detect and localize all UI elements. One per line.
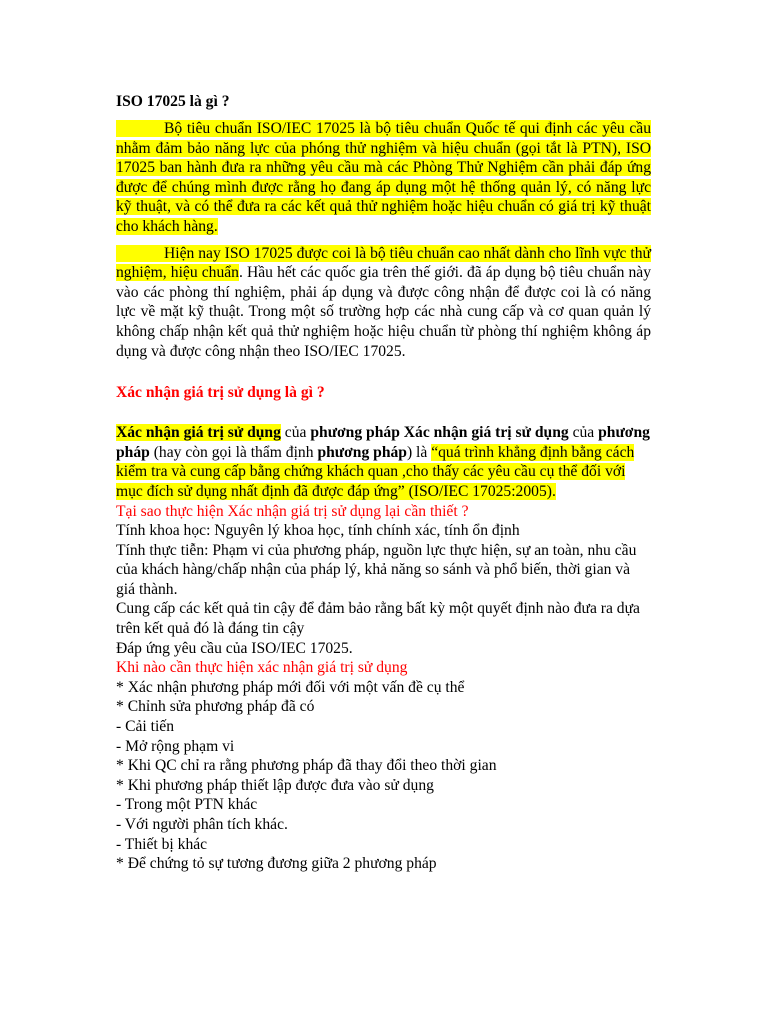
why-line: Đáp ứng yêu cầu của ISO/IEC 17025. [116, 639, 353, 657]
why-line: Cung cấp các kết quả tin cậy để đảm bảo rằng bất kỳ một quyết định nào đưa ra dựa trên kết quả đó là đáng tin cậy [116, 600, 640, 638]
paragraph-iso-status [116, 244, 651, 362]
section-heading-validation: Xác nhận giá trị sử dụng là gì ? [116, 384, 325, 402]
why-heading: Tại sao thực hiện Xác nhận giá trị sử dụng lại cần thiết ? [116, 502, 469, 520]
when-line: - Cải tiến [116, 718, 175, 736]
highlighted-quote: “quá trình khẳng định bằng cách kiểm tra và cung cấp bằng chứng khách quan ,cho thấy các yêu cầu cụ thể đối với mục đích sử dụng nhất định đã được đáp ứng” (ISO/IEC 17025:2005). [116, 443, 635, 500]
bold-text: phương pháp Xác nhận giá trị sử dụng [310, 424, 569, 442]
paragraph-text: . Hầu hết các quốc gia trên thế giới. đã áp dụng bộ tiêu chuẩn này vào các phòng thí nghiệm, phải áp dụng và được công nhận để được coi là có năng lực về mặt kỹ thuật. Trong một số trường hợp các nhà cung cấp và cơ quan quản lý không chấp nhận kết quả thử nghiệm hoặc hiệu chuẩn từ phòng thí nghiệm không áp dụng và được công nhận theo ISO/IEC 17025. [116, 264, 651, 360]
document-title: ISO 17025 là gì ? [116, 93, 230, 110]
text-run: (hay còn gọi là thẩm định [149, 443, 318, 461]
why-line: Tính thực tiễn: Phạm vi của phương pháp, nguồn lực thực hiện, sự an toàn, nhu cầu của khách hàng/chấp nhận của pháp lý, khả năng so sánh và phổ biến, thời gian và giá thành. [116, 541, 637, 598]
why-line: Tính khoa học: Nguyên lý khoa học, tính chính xác, tính ổn định [116, 522, 520, 540]
when-line: * Khi phương pháp thiết lập được đưa vào sử dụng [116, 776, 434, 794]
when-line: - Trong một PTN khác [116, 796, 258, 814]
text-run: của [568, 424, 599, 442]
bold-text: phương pháp [116, 424, 650, 461]
bold-text: phương pháp [317, 443, 407, 461]
document-page [116, 92, 651, 874]
when-line: - Thiết bị khác [116, 835, 208, 853]
when-line: * Chỉnh sửa phương pháp đã có [116, 698, 315, 716]
paragraph-text: Bộ tiêu chuẩn ISO/IEC 17025 là bộ tiêu chuẩn Quốc tế qui định các yêu cầu nhằm đảm bảo năng lực của phóng thử nghiệm và hiệu chuẩn (gọi tắt là PTN), ISO 17025 ban hành đưa ra những yêu cầu mà các Phòng Thử Nghiệm cần phải đáp ứng được để chúng mình được rằng họ đang áp dụng một hệ thống quản lý, có năng lực kỹ thuật, và có thể đưa ra các kết quả thử nghiệm hoặc hiệu chuẩn có giá trị kỹ thuật cho khách hàng. [116, 120, 651, 235]
highlighted-text [116, 120, 651, 235]
when-line: * Để chứng tỏ sự tương đương giữa 2 phương pháp [116, 855, 437, 873]
when-heading: Khi nào cần thực hiện xác nhận giá trị sử dụng [116, 659, 408, 677]
paragraph-iso-definition [116, 119, 651, 237]
paragraph-validation-definition [116, 423, 651, 501]
text-run: ) là [406, 443, 432, 461]
when-line: * Xác nhận phương pháp mới đối với một vấn đề cụ thể [116, 678, 465, 696]
highlighted-term: Xác nhận giá trị sử dụng [116, 424, 281, 442]
paragraph-text: Hiện nay ISO 17025 được coi là bộ tiêu chuẩn cao nhất dành cho lĩnh vực thử nghiệm, hiệu chuẩn [116, 244, 651, 282]
when-line: - Mở rộng phạm vi [116, 737, 235, 755]
when-line: - Với người phân tích khác. [116, 816, 288, 833]
when-line: * Khi QC chỉ ra rằng phương pháp đã thay đổi theo thời gian [116, 757, 497, 775]
text-run: của [280, 424, 311, 442]
